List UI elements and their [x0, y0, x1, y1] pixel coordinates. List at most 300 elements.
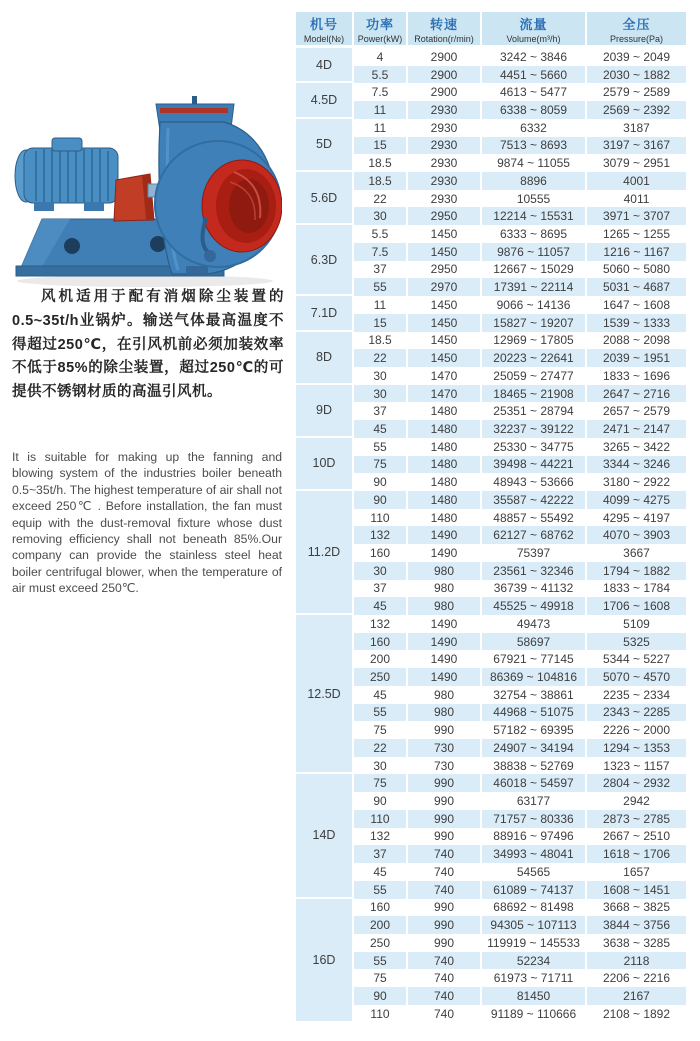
table-cell: 25330 ~ 34775 [482, 438, 587, 456]
table-cell: 2569 ~ 2392 [602, 103, 671, 118]
table-row [354, 580, 686, 598]
table-cell: 12667 ~ 15029 [482, 261, 587, 279]
table-row [354, 650, 686, 668]
table-cell: 990 [408, 916, 482, 934]
table-cell: 2226 ~ 2000 [602, 723, 671, 738]
table-row [354, 438, 686, 456]
table-cell: 1833 ~ 1696 [602, 368, 671, 383]
table-cell: 2657 ~ 2579 [602, 404, 671, 419]
table-row [354, 420, 686, 438]
header-label-cn: 全压 [622, 16, 651, 32]
table-cell: 75 [354, 456, 408, 474]
table-cell: 6333 ~ 8695 [482, 225, 587, 243]
table-cell: 990 [408, 934, 482, 952]
table-cell: 1490 [408, 615, 482, 633]
table-cell: 15 [354, 137, 408, 155]
table-cell: 119919 ~ 145533 [482, 934, 587, 952]
table-cell: 18.5 [354, 172, 408, 190]
table-cell: 45525 ~ 49918 [482, 597, 587, 615]
table-cell: 3971 ~ 3707 [602, 209, 671, 224]
table-cell: 5.5 [354, 225, 408, 243]
header-label-en: Volume(m³/h) [506, 33, 561, 44]
table-cell: 55 [354, 704, 408, 722]
table-cell: 980 [408, 597, 482, 615]
table-cell: 39498 ~ 44221 [482, 456, 587, 474]
table-cell: 3180 ~ 2922 [602, 475, 671, 490]
table-cell: 740 [408, 845, 482, 863]
table-cell: 740 [408, 969, 482, 987]
table-cell: 52234 [482, 952, 587, 970]
table-row [354, 367, 686, 385]
table-cell: 2930 [408, 119, 482, 137]
model-column [296, 48, 352, 1023]
table-cell: 2970 [408, 278, 482, 296]
table-cell: 10555 [482, 190, 587, 208]
table-cell: 2873 ~ 2785 [602, 811, 671, 826]
table-cell: 45 [354, 863, 408, 881]
table-cell: 730 [408, 739, 482, 757]
table-cell: 38838 ~ 52769 [482, 757, 587, 775]
table-row [354, 137, 686, 155]
table-row [354, 66, 686, 84]
table-row [354, 349, 686, 367]
table-cell: 2900 [408, 48, 482, 66]
table-cell: 1480 [408, 509, 482, 527]
table-cell: 55 [354, 278, 408, 296]
table-cell: 1490 [408, 668, 482, 686]
table-row [354, 83, 686, 101]
table-cell: 132 [354, 828, 408, 846]
table-cell: 9876 ~ 11057 [482, 243, 587, 261]
table-cell: 4451 ~ 5660 [482, 66, 587, 84]
table-cell: 2471 ~ 2147 [602, 421, 671, 436]
header-label-en: Pressure(Pa) [609, 33, 663, 44]
table-cell: 6332 [482, 119, 587, 137]
table-row [354, 456, 686, 474]
table-cell: 11 [354, 119, 408, 137]
model-cell: 5D [296, 119, 352, 170]
table-row [354, 757, 686, 775]
fan-product-photo [10, 88, 282, 288]
table-row [354, 845, 686, 863]
table-cell: 2118 [623, 953, 650, 968]
table-row [354, 190, 686, 208]
table-cell: 740 [408, 881, 482, 899]
table-cell: 55 [354, 881, 408, 899]
table-cell: 48943 ~ 53666 [482, 473, 587, 491]
table-cell: 7513 ~ 8693 [482, 137, 587, 155]
table-cell: 7.5 [354, 83, 408, 101]
table-row [354, 934, 686, 952]
table-cell: 110 [354, 509, 408, 527]
table-cell: 37 [354, 580, 408, 598]
table-cell: 61973 ~ 71711 [482, 969, 587, 987]
table-cell: 12969 ~ 17805 [482, 332, 587, 350]
table-cell: 3668 ~ 3825 [602, 900, 671, 915]
table-cell: 200 [354, 916, 408, 934]
table-row [354, 881, 686, 899]
table-row [354, 774, 686, 792]
table-row [354, 544, 686, 562]
table-cell: 18.5 [354, 332, 408, 350]
table-cell: 3187 [623, 120, 650, 135]
table-cell: 1450 [408, 296, 482, 314]
header-label-cn: 功率 [365, 16, 394, 32]
table-cell: 980 [408, 686, 482, 704]
table-cell: 62127 ~ 68762 [482, 526, 587, 544]
model-cell: 11.2D [296, 491, 352, 613]
table-cell: 1450 [408, 225, 482, 243]
table-cell: 75 [354, 774, 408, 792]
table-cell: 5031 ~ 4687 [602, 280, 671, 295]
table-cell: 2235 ~ 2334 [602, 687, 671, 702]
table-row [354, 385, 686, 403]
table-cell: 250 [354, 668, 408, 686]
rows-column [354, 48, 686, 1023]
table-cell: 45 [354, 420, 408, 438]
table-cell: 110 [354, 1005, 408, 1023]
table-cell: 30 [354, 562, 408, 580]
header-label-cn: 转速 [429, 16, 458, 32]
table-cell: 1490 [408, 544, 482, 562]
table-row [354, 810, 686, 828]
table-cell: 2950 [408, 207, 482, 225]
table-cell: 4 [354, 48, 408, 66]
model-cell: 10D [296, 438, 352, 489]
table-cell: 1480 [408, 420, 482, 438]
table-cell: 1480 [408, 473, 482, 491]
table-cell: 2030 ~ 1882 [602, 67, 671, 82]
table-cell: 2167 [623, 988, 650, 1003]
model-cell: 7.1D [296, 296, 352, 329]
table-cell: 2900 [408, 66, 482, 84]
table-row [354, 509, 686, 527]
table-cell: 132 [354, 615, 408, 633]
table-cell: 3344 ~ 3246 [602, 457, 671, 472]
table-row [354, 101, 686, 119]
table-row [354, 314, 686, 332]
table-cell: 1480 [408, 491, 482, 509]
table-cell: 25351 ~ 28794 [482, 402, 587, 420]
header-label-cn: 流量 [519, 16, 548, 32]
table-row [354, 296, 686, 314]
spec-table [296, 12, 686, 1023]
table-cell: 132 [354, 526, 408, 544]
table-cell: 5325 [623, 634, 650, 649]
table-cell: 980 [408, 562, 482, 580]
table-header [296, 12, 686, 45]
table-cell: 57182 ~ 69395 [482, 721, 587, 739]
table-cell: 20223 ~ 22641 [482, 349, 587, 367]
table-cell: 1833 ~ 1784 [602, 581, 671, 596]
table-cell: 30 [354, 757, 408, 775]
table-cell: 48857 ~ 55492 [482, 509, 587, 527]
table-cell: 11 [354, 296, 408, 314]
header-label-cn: 机号 [309, 16, 338, 32]
header-cell [354, 12, 408, 45]
table-row [354, 225, 686, 243]
table-cell: 2647 ~ 2716 [602, 386, 671, 401]
table-cell: 2108 ~ 1892 [602, 1006, 671, 1021]
table-cell: 88916 ~ 97496 [482, 828, 587, 846]
table-row [354, 987, 686, 1005]
table-cell: 740 [408, 952, 482, 970]
table-cell: 3197 ~ 3167 [602, 138, 671, 153]
table-cell: 67921 ~ 77145 [482, 650, 587, 668]
table-cell: 63177 [482, 792, 587, 810]
table-row [354, 261, 686, 279]
table-cell: 3265 ~ 3422 [602, 439, 671, 454]
table-cell: 8896 [482, 172, 587, 190]
header-cell [296, 12, 354, 45]
table-cell: 1480 [408, 438, 482, 456]
table-cell: 7.5 [354, 243, 408, 261]
fan-illustration [10, 88, 282, 288]
table-cell: 250 [354, 934, 408, 952]
table-cell: 90 [354, 473, 408, 491]
table-cell: 1539 ~ 1333 [602, 315, 671, 330]
table-row [354, 952, 686, 970]
table-cell: 23561 ~ 32346 [482, 562, 587, 580]
table-cell: 3844 ~ 3756 [602, 918, 671, 933]
table-cell: 2930 [408, 172, 482, 190]
table-cell: 4070 ~ 3903 [602, 528, 671, 543]
table-cell: 3638 ~ 3285 [602, 935, 671, 950]
table-cell: 160 [354, 544, 408, 562]
table-cell: 980 [408, 580, 482, 598]
table-cell: 54565 [482, 863, 587, 881]
table-row [354, 243, 686, 261]
table-cell: 4099 ~ 4275 [602, 492, 671, 507]
table-cell: 1490 [408, 650, 482, 668]
table-cell: 2900 [408, 83, 482, 101]
table-cell: 160 [354, 899, 408, 917]
table-cell: 740 [408, 1005, 482, 1023]
table-cell: 75397 [482, 544, 587, 562]
table-cell: 9874 ~ 11055 [482, 154, 587, 172]
table-cell: 36739 ~ 41132 [482, 580, 587, 598]
table-cell: 1618 ~ 1706 [602, 847, 671, 862]
table-row [354, 207, 686, 225]
table-cell: 30 [354, 207, 408, 225]
table-cell: 2942 [623, 794, 650, 809]
table-row [354, 278, 686, 296]
table-cell: 34993 ~ 48041 [482, 845, 587, 863]
model-cell: 12.5D [296, 615, 352, 772]
table-row [354, 1005, 686, 1023]
table-cell: 4613 ~ 5477 [482, 83, 587, 101]
table-cell: 46018 ~ 54597 [482, 774, 587, 792]
table-row [354, 597, 686, 615]
table-cell: 2088 ~ 2098 [602, 333, 671, 348]
table-row [354, 172, 686, 190]
table-row [354, 792, 686, 810]
table-cell: 1265 ~ 1255 [602, 227, 671, 242]
table-cell: 32237 ~ 39122 [482, 420, 587, 438]
model-cell: 9D [296, 385, 352, 436]
header-label-en: Model(№) [303, 33, 345, 44]
table-cell: 5.5 [354, 66, 408, 84]
table-cell: 45 [354, 686, 408, 704]
table-cell: 3079 ~ 2951 [602, 156, 671, 171]
table-cell: 30 [354, 367, 408, 385]
table-cell: 90 [354, 987, 408, 1005]
table-row [354, 668, 686, 686]
table-cell: 2930 [408, 137, 482, 155]
table-cell: 55 [354, 952, 408, 970]
model-cell: 4.5D [296, 83, 352, 116]
table-cell: 2579 ~ 2589 [602, 85, 671, 100]
table-row [354, 969, 686, 987]
table-cell: 1490 [408, 526, 482, 544]
table-cell: 1450 [408, 332, 482, 350]
table-cell: 3667 [623, 545, 650, 560]
table-cell: 2039 ~ 2049 [602, 49, 671, 64]
table-cell: 18.5 [354, 154, 408, 172]
model-cell: 14D [296, 774, 352, 896]
table-cell: 990 [408, 774, 482, 792]
table-row [354, 154, 686, 172]
table-row [354, 332, 686, 350]
table-cell: 730 [408, 757, 482, 775]
table-cell: 2206 ~ 2216 [602, 971, 671, 986]
table-cell: 2343 ~ 2285 [602, 705, 671, 720]
table-cell: 75 [354, 721, 408, 739]
table-cell: 32754 ~ 38861 [482, 686, 587, 704]
table-cell: 990 [408, 810, 482, 828]
table-row [354, 721, 686, 739]
description-english: It is suitable for making up the fanning and blowing system of the industries boiler beneath 0.5~35t/h. The highest temperature of air shall not exceed 250℃ . Before installation, the fan must equip with the dust-removal fixture whose dust removing efficiency shall not beneath 85%.Our company can provide the stainless steel heat boiler centrifugal blower, when the temperature of air must exceed 250℃. [12, 450, 282, 596]
table-cell: 30 [354, 385, 408, 403]
table-row [354, 473, 686, 491]
table-cell: 1294 ~ 1353 [602, 740, 671, 755]
table-cell: 110 [354, 810, 408, 828]
table-row [354, 526, 686, 544]
model-cell: 16D [296, 899, 352, 1021]
table-cell: 86369 ~ 104816 [482, 668, 587, 686]
table-cell: 1490 [408, 633, 482, 651]
table-cell: 1216 ~ 1167 [603, 244, 670, 259]
table-cell: 1470 [408, 367, 482, 385]
table-cell: 1657 [623, 864, 650, 879]
table-cell: 1470 [408, 385, 482, 403]
table-row [354, 899, 686, 917]
model-cell: 5.6D [296, 172, 352, 223]
table-cell: 5070 ~ 4570 [602, 670, 671, 685]
table-cell: 9066 ~ 14136 [482, 296, 587, 314]
table-row [354, 704, 686, 722]
table-cell: 18465 ~ 21908 [482, 385, 587, 403]
header-cell [408, 12, 482, 45]
table-cell: 740 [408, 987, 482, 1005]
model-cell: 4D [296, 48, 352, 81]
table-cell: 4295 ~ 4197 [602, 510, 671, 525]
table-cell: 6338 ~ 8059 [482, 101, 587, 119]
model-cell: 8D [296, 332, 352, 383]
description-chinese: 风机适用于配有消烟除尘装置的0.5~35t/h业锅炉。输送气体最高温度不得超过250℃，在引风机前必须加装效率不低于85%的除尘装置，超过250℃的可提供不锈钢材质的高温引风机。 [12, 289, 284, 401]
table-cell: 4001 [623, 173, 650, 188]
table-cell: 1450 [408, 314, 482, 332]
table-cell: 61089 ~ 74137 [482, 881, 587, 899]
table-cell: 3242 ~ 3846 [482, 48, 587, 66]
table-cell: 15 [354, 314, 408, 332]
table-cell: 980 [408, 704, 482, 722]
table-cell: 1480 [408, 402, 482, 420]
table-cell: 58697 [482, 633, 587, 651]
table-cell: 12214 ~ 15531 [482, 207, 587, 225]
table-cell: 71757 ~ 80336 [482, 810, 587, 828]
table-cell: 2930 [408, 154, 482, 172]
table-cell: 740 [408, 863, 482, 881]
table-cell: 1608 ~ 1451 [602, 882, 671, 897]
table-cell: 1450 [408, 349, 482, 367]
table-cell: 17391 ~ 22114 [482, 278, 587, 296]
table-row [354, 633, 686, 651]
table-cell: 35587 ~ 42222 [482, 491, 587, 509]
table-cell: 22 [354, 349, 408, 367]
header-cell [587, 12, 686, 45]
table-cell: 22 [354, 190, 408, 208]
table-cell: 1480 [408, 456, 482, 474]
table-cell: 37 [354, 402, 408, 420]
table-cell: 1450 [408, 243, 482, 261]
table-cell: 990 [408, 828, 482, 846]
table-row [354, 48, 686, 66]
table-cell: 22 [354, 739, 408, 757]
table-cell: 990 [408, 721, 482, 739]
table-cell: 37 [354, 845, 408, 863]
table-cell: 81450 [482, 987, 587, 1005]
table-cell: 2804 ~ 2932 [602, 776, 671, 791]
table-cell: 4011 [623, 191, 650, 206]
table-cell: 25059 ~ 27477 [482, 367, 587, 385]
table-cell: 75 [354, 969, 408, 987]
table-cell: 11 [354, 101, 408, 119]
table-row [354, 739, 686, 757]
table-cell: 1323 ~ 1157 [603, 758, 670, 773]
table-row [354, 863, 686, 881]
table-cell: 55 [354, 438, 408, 456]
table-cell: 5060 ~ 5080 [602, 262, 671, 277]
table-cell: 2930 [408, 190, 482, 208]
table-row [354, 686, 686, 704]
table-cell: 1794 ~ 1882 [602, 563, 671, 578]
header-cell [482, 12, 587, 45]
table-cell: 5344 ~ 5227 [602, 652, 671, 667]
table-cell: 44968 ~ 51075 [482, 704, 587, 722]
table-cell: 49473 [482, 615, 587, 633]
table-cell: 68692 ~ 81498 [482, 899, 587, 917]
table-cell: 990 [408, 792, 482, 810]
table-cell: 24907 ~ 34194 [482, 739, 587, 757]
table-row [354, 615, 686, 633]
header-label-en: Rotation(r/min) [414, 33, 474, 44]
table-cell: 990 [408, 899, 482, 917]
table-row [354, 402, 686, 420]
model-cell: 6.3D [296, 225, 352, 294]
table-cell: 2667 ~ 2510 [602, 829, 671, 844]
table-row [354, 828, 686, 846]
table-row [354, 491, 686, 509]
table-body [296, 48, 686, 1023]
table-cell: 91189 ~ 110666 [482, 1005, 587, 1023]
table-row [354, 562, 686, 580]
table-cell: 90 [354, 491, 408, 509]
table-cell: 45 [354, 597, 408, 615]
table-cell: 15827 ~ 19207 [482, 314, 587, 332]
table-cell: 160 [354, 633, 408, 651]
left-panel [0, 0, 295, 1041]
